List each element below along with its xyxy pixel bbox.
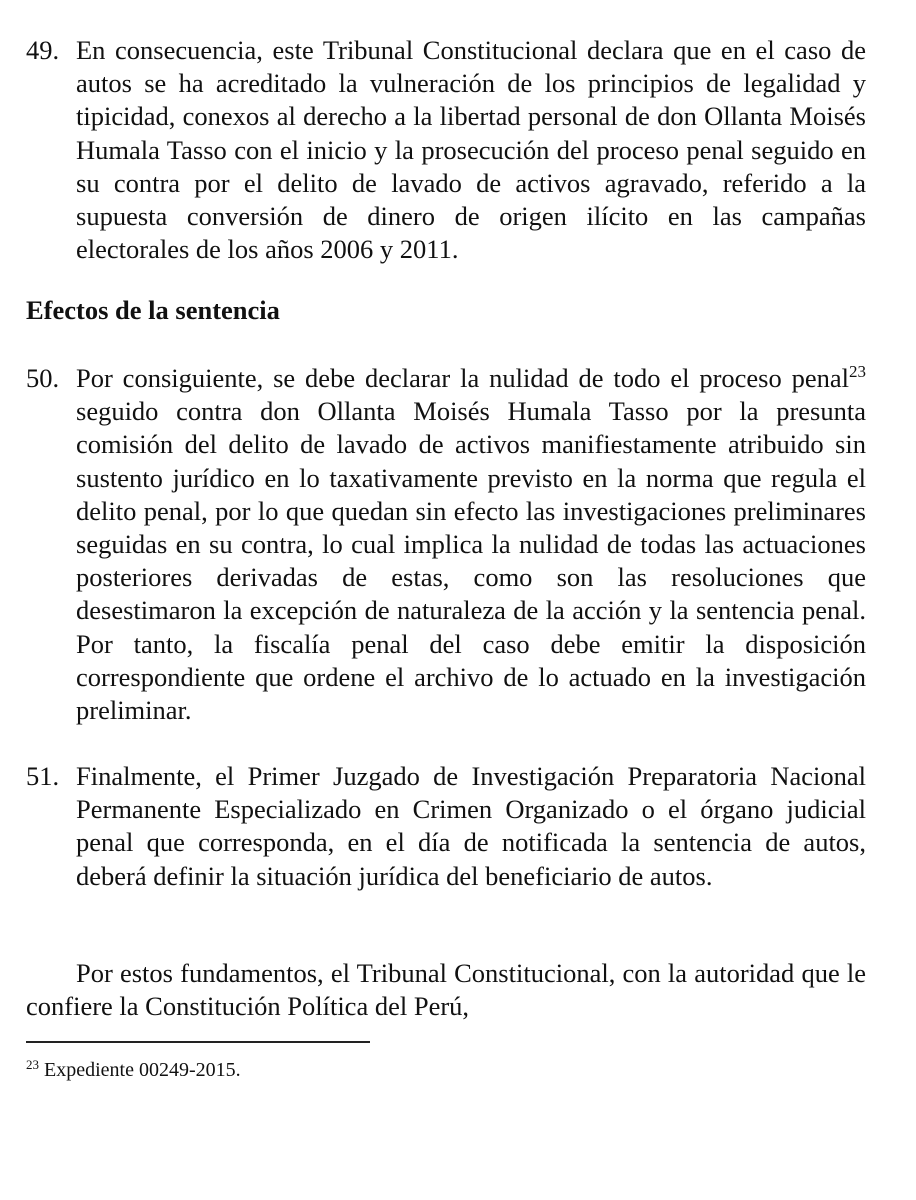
paragraph-text-end: seguido contra don Ollanta Moisés Humala Tasso por la presunta comisión del delito de lavado de activos manifiestamente atribuido sin sustento jurídico en lo taxativamente previsto en la norma que regula el delito penal, por lo que quedan sin efecto las investigaciones preliminares seguidas en su contra, lo cual implica la nulidad de todas las actuaciones posteriores derivadas de estas, como son las resoluciones que desestimaron la excepción de naturaleza de la acción y la sentencia penal. Por tanto, la fiscalía penal del caso debe emitir la disposición correspondiente que ordene el archivo de lo actuado en la investigación preliminar. [76, 396, 866, 726]
paragraph-text: Finalmente, el Primer Juzgado de Investigación Preparatoria Nacional Permanente Especializado en Crimen Organizado o el órgano judicial penal que corresponda, en el día de notificada la sentencia de autos, deberá definir la situación jurídica del beneficiario de autos. [76, 761, 866, 891]
paragraph-text-start: Por consiguiente, se debe declarar la nulidad de todo el proceso penal [76, 363, 849, 393]
paragraph-number: 49. [26, 35, 60, 65]
paragraph-text [76, 362, 866, 727]
footnote [26, 1057, 241, 1083]
paragraph-49 [26, 34, 866, 266]
section-heading: Efectos de la sentencia [26, 295, 280, 325]
footnote-reference[interactable]: 23 [849, 362, 866, 381]
footnote-text: Expediente 00249-2015. [44, 1059, 241, 1081]
closing-text: Por estos fundamentos, el Tribunal Constitucional, con la autoridad que le confiere la Constitución Política del Perú, [26, 958, 866, 1022]
paragraph-50 [26, 362, 866, 727]
closing-paragraph [26, 957, 866, 1023]
paragraph-51 [26, 760, 866, 893]
paragraph-text: En consecuencia, este Tribunal Constitucional declara que en el caso de autos se ha acreditado la vulneración de los principios de legalidad y tipicidad, conexos al derecho a la libertad personal de don Ollanta Moisés Humala Tasso con el inicio y la prosecución del proceso penal seguido en su contra por el delito de lavado de activos agravado, referido a la supuesta conversión de dinero de origen ilícito en las campañas electorales de los años 2006 y 2011. [76, 35, 866, 265]
footnote-marker: 23 [26, 1057, 39, 1072]
paragraph-number: 50. [26, 363, 60, 393]
footnote-divider [26, 1041, 370, 1043]
paragraph-number: 51. [26, 761, 60, 791]
